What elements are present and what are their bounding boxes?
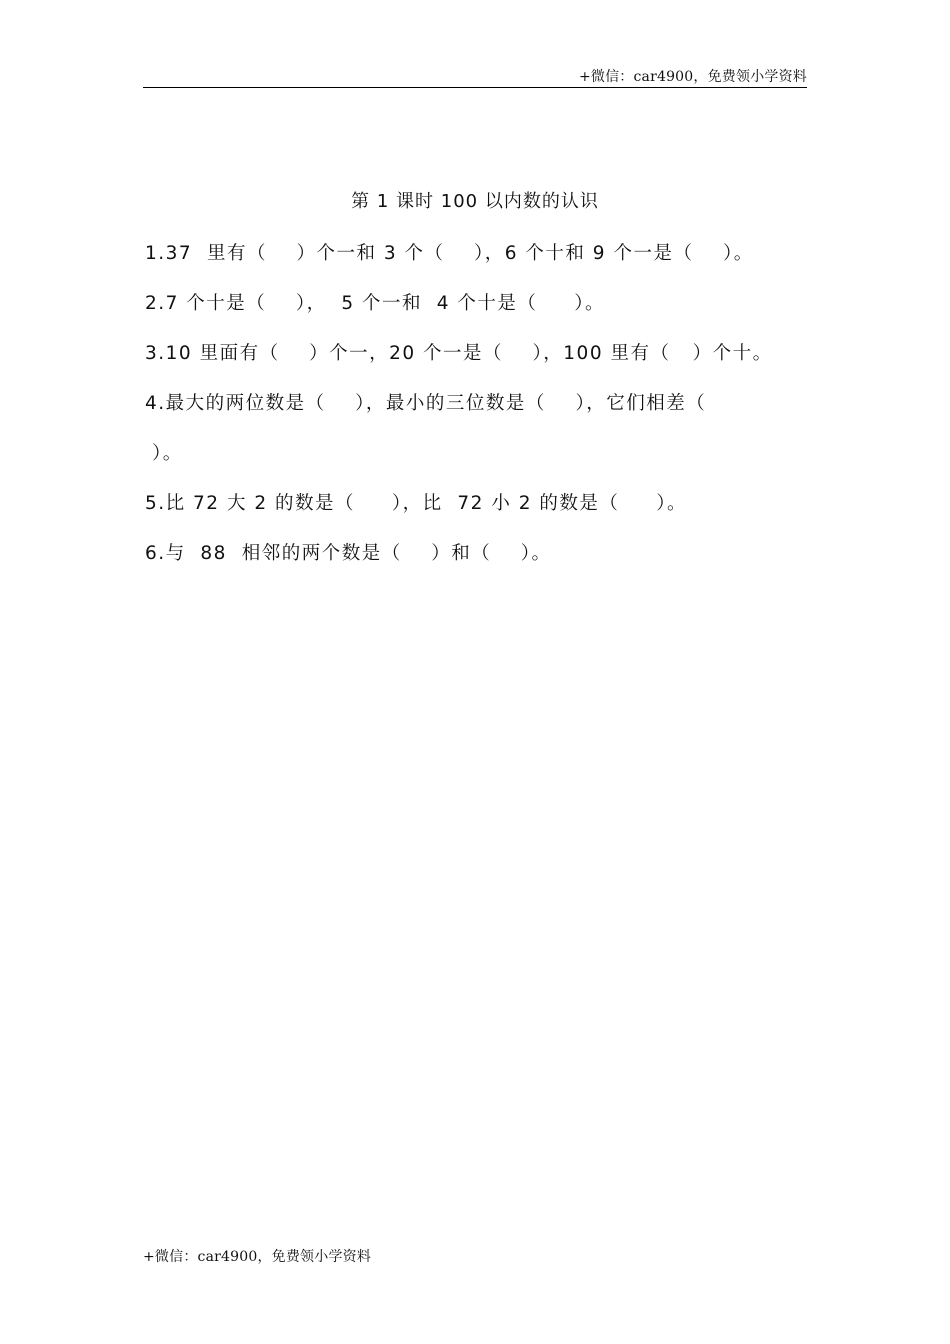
question-4-continuation: ）。 [152, 443, 183, 464]
question-6: 6.与 88 相邻的两个数是（ ）和（ ）。 [145, 543, 552, 564]
header-watermark: +微信：car4900，免费领小学资料 [578, 69, 807, 85]
lesson-title: 第 1 课时 100 以内数的认识 [351, 191, 599, 212]
question-5: 5.比 72 大 2 的数是（ ），比 72 小 2 的数是（ ）。 [145, 493, 688, 514]
question-2: 2.7 个十是（ ）， 5 个一和 4 个十是（ ）。 [145, 293, 606, 314]
question-4: 4.最大的两位数是（ ），最小的三位数是（ ），它们相差（ [145, 393, 707, 414]
question-3: 3.10 里面有（ ）个一，20 个一是（ ），100 里有（ ）个十。 [145, 343, 773, 364]
header-divider [143, 87, 807, 88]
footer-watermark: +微信：car4900，免费领小学资料 [143, 1249, 372, 1265]
question-1: 1.37 里有（ ）个一和 3 个（ ），6 个十和 9 个一是（ ）。 [145, 243, 754, 264]
